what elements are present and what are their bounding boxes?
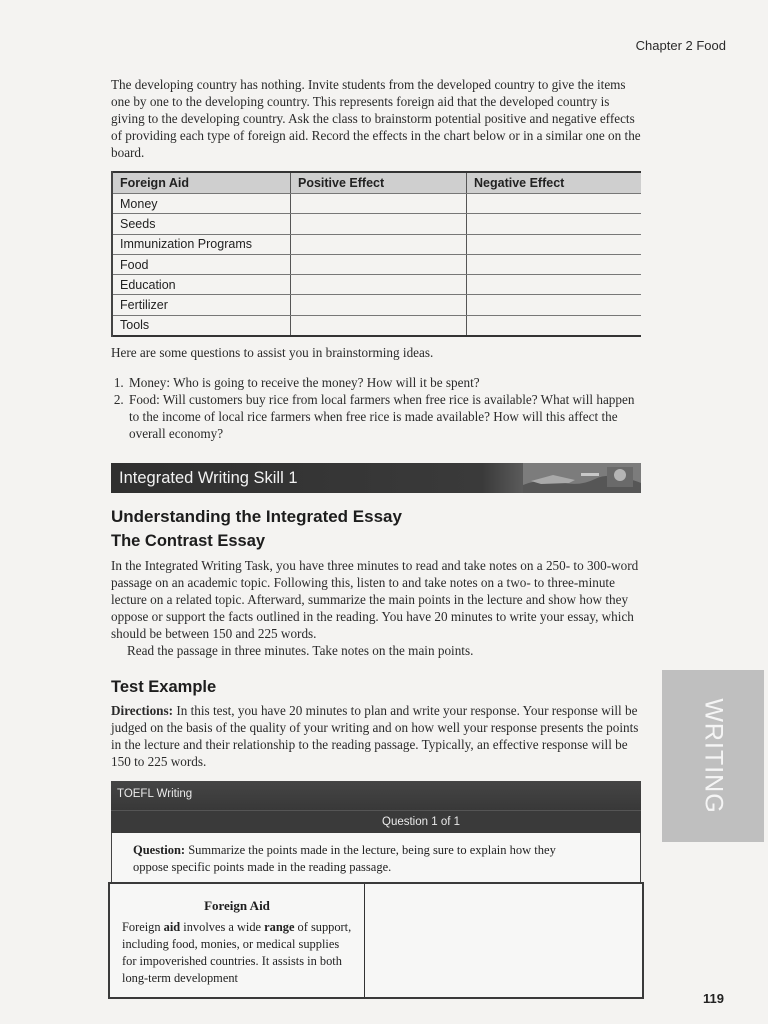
section-heading: Understanding the Integrated Essay — [111, 507, 402, 526]
toefl-header-panel — [111, 781, 641, 833]
question-label: Question: — [133, 843, 186, 857]
skill-banner-title: Integrated Writing Skill 1 — [119, 469, 298, 487]
column-header-positive-effect: Positive Effect — [291, 172, 467, 194]
intro-text — [111, 76, 643, 161]
list-item: 1. Money: Who is going to receive the money? How will it be spent? — [127, 374, 643, 391]
table-row — [112, 194, 641, 214]
toefl-title: TOEFL Writing — [117, 788, 193, 800]
positive-effect-cell — [291, 295, 467, 315]
section-side-tab — [662, 670, 764, 842]
question-body: Summarize the points made in the lecture, being sure to explain how they oppose specific points made in the reading passage. — [133, 843, 556, 874]
reading-text-segment: involves a wide — [180, 920, 265, 934]
contrast-paragraph: In the Integrated Writing Task, you have three minutes to read and take notes on a 250- to 300-word passage on an academic topic. Following this, listen to and take notes on a two- to three-minute lecture on a related topic. Afterward, summarize the main points in the lecture and show how they oppose or support the facts outlined in the reading. You have 20 minutes to write your essay, which should be between 150 and 225 words. — [111, 558, 639, 641]
question-box — [111, 833, 641, 883]
chapter-header: Chapter 2 Food — [635, 38, 726, 53]
brainstorm-section — [111, 344, 643, 442]
reading-passage-box — [108, 882, 644, 999]
aid-type-cell: Food — [112, 254, 291, 274]
reading-passage-panel — [110, 884, 365, 997]
intro-paragraph: The developing country has nothing. Invite students from the developed country to give the items one by one to the developing country. This represents foreign aid that the developed country is giving to the developing country. Ask the class to brainstorm potential positive and negative effects of providing each type of foreign aid. Record the effects in the chart below or in a similar one on the board. — [111, 77, 641, 160]
aid-type-cell: Education — [112, 275, 291, 295]
positive-effect-cell — [291, 275, 467, 295]
negative-effect-cell — [467, 315, 642, 336]
negative-effect-cell — [467, 275, 642, 295]
question-text — [133, 842, 593, 876]
question-number: Question 1 of 1 — [111, 810, 641, 833]
positive-effect-cell — [291, 214, 467, 234]
negative-effect-cell — [467, 214, 642, 234]
directions-label: Directions: — [111, 703, 174, 718]
aid-type-cell: Tools — [112, 315, 291, 336]
negative-effect-cell — [467, 254, 642, 274]
negative-effect-cell — [467, 234, 642, 254]
contrast-essay-text — [111, 557, 643, 659]
negative-effect-cell — [467, 295, 642, 315]
reading-title: Foreign Aid — [204, 898, 270, 913]
reading-body — [122, 919, 354, 987]
reading-keyword: range — [264, 920, 295, 934]
section-subheading: The Contrast Essay — [111, 532, 266, 550]
directions-body: In this test, you have 20 minutes to plan and write your response. Your response will be judged on the basis of the quality of your writing and on how well your response presents the points in the lecture and their relationship to the reading passage. Typically, an effective response will be 150 to 225 words. — [111, 703, 639, 769]
foreign-aid-table — [111, 171, 641, 337]
column-header-foreign-aid: Foreign Aid — [112, 172, 291, 194]
skill-banner — [111, 463, 641, 493]
negative-effect-cell — [467, 194, 642, 214]
aid-type-cell: Money — [112, 194, 291, 214]
aid-type-cell: Fertilizer — [112, 295, 291, 315]
reading-keyword: aid — [163, 920, 181, 934]
table-row — [112, 214, 641, 234]
table-row — [112, 254, 641, 274]
reading-text-segment: Foreign — [122, 920, 164, 934]
test-example-heading: Test Example — [111, 678, 217, 696]
table-row — [112, 275, 641, 295]
table-header-row — [112, 172, 641, 194]
reading-text-segment: of support, including food, monies, or medical supplies for impoverished countries. It assists in both long-term development — [122, 920, 352, 985]
banner-photo-image — [523, 463, 641, 493]
table-row — [112, 315, 641, 336]
table-row — [112, 234, 641, 254]
positive-effect-cell — [291, 315, 467, 336]
reading-instruction: Read the passage in three minutes. Take notes on the main points. — [127, 643, 474, 658]
positive-effect-cell — [291, 234, 467, 254]
positive-effect-cell — [291, 194, 467, 214]
positive-effect-cell — [291, 254, 467, 274]
brainstorm-questions — [111, 374, 643, 442]
page-number: 119 — [703, 991, 724, 1006]
side-tab-label: WRITING — [699, 698, 728, 814]
list-item: 2. Food: Will customers buy rice from local farmers when free rice is available? What will happen to the income of local rice farmers when free rice is made available? How will this affect the overall economy? — [127, 391, 643, 442]
column-header-negative-effect: Negative Effect — [467, 172, 642, 194]
aid-type-cell: Seeds — [112, 214, 291, 234]
table-row — [112, 295, 641, 315]
brainstorm-lead: Here are some questions to assist you in brainstorming ideas. — [111, 345, 434, 360]
aid-type-cell: Immunization Programs — [112, 234, 291, 254]
directions-text — [111, 702, 643, 770]
